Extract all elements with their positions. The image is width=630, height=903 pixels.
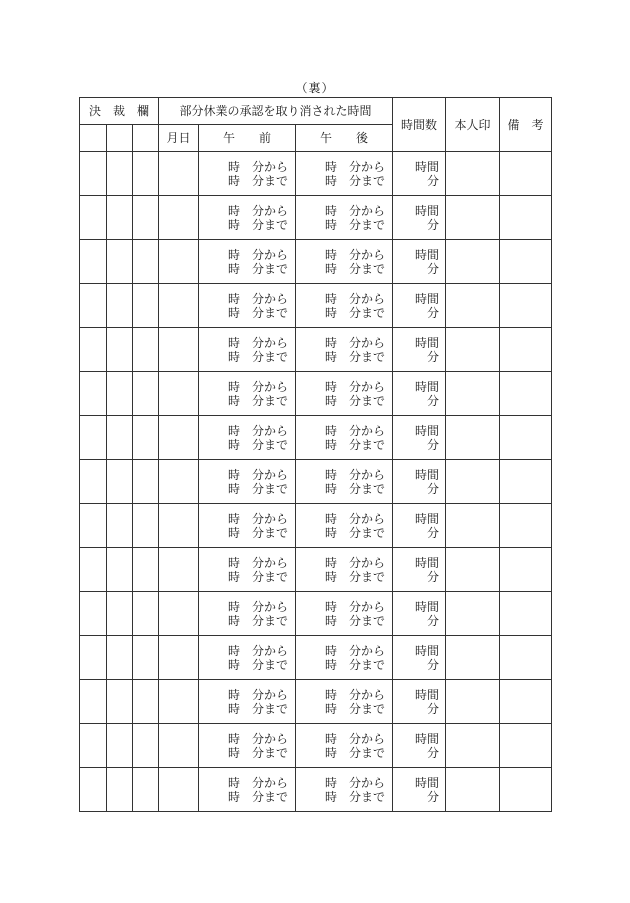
decision-cell[interactable] [107,636,133,680]
am-time-cell[interactable] [199,328,296,372]
decision-cell[interactable] [107,680,133,724]
month-day-cell[interactable] [159,548,199,592]
pm-from-label: 時 分から [324,687,385,702]
pm-from-label: 時 分から [324,599,385,614]
hours-cell[interactable] [393,548,446,592]
decision-cell[interactable] [80,152,107,196]
pm-until-label: 時 分まで [324,173,385,188]
seal-cell[interactable] [446,768,500,812]
month-day-header: 月日 [159,125,199,152]
minutes-label: 分 [426,613,439,628]
am-time-cell[interactable] [199,152,296,196]
pm-until-label: 時 分まで [324,349,385,364]
decision-cell[interactable] [107,768,133,812]
remarks-cell[interactable] [500,240,552,284]
am-time-cell[interactable] [199,196,296,240]
month-day-cell[interactable] [159,196,199,240]
decision-cell[interactable] [133,416,159,460]
table-row [80,460,552,504]
am-from-label: 時 分から [227,159,288,174]
seal-cell[interactable] [446,460,500,504]
minutes-label: 分 [426,305,439,320]
minutes-label: 分 [426,789,439,804]
pm-until-label: 時 分まで [324,261,385,276]
pm-until-label: 時 分まで [324,217,385,232]
am-until-label: 時 分まで [227,217,288,232]
am-from-label: 時 分から [227,599,288,614]
month-day-cell[interactable] [159,416,199,460]
remarks-cell[interactable] [500,548,552,592]
decision-cell[interactable] [80,592,107,636]
pm-from-label: 時 分から [324,291,385,306]
am-from-label: 時 分から [227,335,288,350]
table-row [80,680,552,724]
pm-until-label: 時 分まで [324,305,385,320]
minutes-label: 分 [426,745,439,760]
decision-cell[interactable] [107,460,133,504]
hours-cell[interactable] [393,372,446,416]
am-time-cell[interactable] [199,636,296,680]
decision-cell[interactable] [133,372,159,416]
pm-time-cell[interactable] [296,680,393,724]
am-time-cell[interactable] [199,724,296,768]
am-time-cell[interactable] [199,504,296,548]
month-day-cell[interactable] [159,328,199,372]
decision-cell[interactable] [80,768,107,812]
pm-time-cell[interactable] [296,240,393,284]
minutes-label: 分 [426,349,439,364]
hours-cell[interactable] [393,504,446,548]
minutes-label: 分 [426,217,439,232]
table-row [80,284,552,328]
am-from-label: 時 分から [227,467,288,482]
table-row [80,592,552,636]
table-row [80,152,552,196]
decision-cell[interactable] [107,416,133,460]
pm-from-label: 時 分から [324,775,385,790]
am-until-label: 時 分まで [227,569,288,584]
decision-cell[interactable] [80,240,107,284]
remarks-cell[interactable] [500,416,552,460]
table-row [80,372,552,416]
decision-cell[interactable] [133,592,159,636]
table-row [80,328,552,372]
hours-cell[interactable] [393,592,446,636]
seal-cell[interactable] [446,152,500,196]
minutes-label: 分 [426,173,439,188]
minutes-label: 分 [426,569,439,584]
table-row [80,504,552,548]
header-row-1 [80,98,552,125]
am-until-label: 時 分まで [227,393,288,408]
decision-cell[interactable] [107,196,133,240]
decision-cell[interactable] [80,504,107,548]
seal-cell[interactable] [446,240,500,284]
decision-cell[interactable] [133,328,159,372]
am-until-label: 時 分まで [227,261,288,276]
seal-cell[interactable] [446,504,500,548]
pm-until-label: 時 分まで [324,481,385,496]
am-time-cell[interactable] [199,592,296,636]
decision-cell[interactable] [80,680,107,724]
am-from-label: 時 分から [227,291,288,306]
decision-cell[interactable] [80,724,107,768]
pm-from-label: 時 分から [324,423,385,438]
pm-from-label: 時 分から [324,731,385,746]
hours-cell[interactable] [393,724,446,768]
remarks-cell[interactable] [500,460,552,504]
seal-header: 本人印 [446,98,500,152]
decision-cell[interactable] [107,240,133,284]
am-until-label: 時 分まで [227,481,288,496]
decision-column-header: 決 裁 欄 [80,98,159,125]
remarks-cell[interactable] [500,196,552,240]
am-time-cell[interactable] [199,372,296,416]
hours-label: 時間 [414,247,439,262]
decision-cell-1[interactable] [80,125,107,152]
am-until-label: 時 分まで [227,613,288,628]
pm-until-label: 時 分まで [324,701,385,716]
am-until-label: 時 分まで [227,789,288,804]
hours-cell[interactable] [393,284,446,328]
pm-from-label: 時 分から [324,379,385,394]
minutes-label: 分 [426,657,439,672]
remarks-cell[interactable] [500,592,552,636]
minutes-label: 分 [426,437,439,452]
decision-cell[interactable] [133,724,159,768]
am-time-cell[interactable] [199,548,296,592]
remarks-cell[interactable] [500,724,552,768]
am-until-label: 時 分まで [227,305,288,320]
am-from-label: 時 分から [227,203,288,218]
month-day-cell[interactable] [159,152,199,196]
remarks-cell[interactable] [500,636,552,680]
hours-label: 時間 [414,379,439,394]
decision-cell[interactable] [80,416,107,460]
decision-cell[interactable] [107,548,133,592]
hours-cell[interactable] [393,680,446,724]
month-day-cell[interactable] [159,284,199,328]
pm-from-label: 時 分から [324,335,385,350]
decision-cell[interactable] [133,636,159,680]
decision-cell[interactable] [107,284,133,328]
hours-label: 時間 [414,511,439,526]
decision-cell[interactable] [107,152,133,196]
pm-time-cell[interactable] [296,636,393,680]
am-until-label: 時 分まで [227,657,288,672]
decision-cell-3[interactable] [133,125,159,152]
hours-cell[interactable] [393,240,446,284]
decision-cell[interactable] [80,196,107,240]
hours-label: 時間 [414,335,439,350]
remarks-cell[interactable] [500,152,552,196]
remarks-cell[interactable] [500,284,552,328]
remarks-cell[interactable] [500,372,552,416]
month-day-cell[interactable] [159,680,199,724]
am-time-cell[interactable] [199,240,296,284]
hours-cell[interactable] [393,768,446,812]
decision-cell[interactable] [80,284,107,328]
hours-label: 時間 [414,291,439,306]
pm-until-label: 時 分まで [324,437,385,452]
decision-cell[interactable] [133,680,159,724]
decision-cell[interactable] [133,196,159,240]
am-from-label: 時 分から [227,687,288,702]
table-row [80,240,552,284]
seal-cell[interactable] [446,196,500,240]
table-row [80,548,552,592]
am-until-label: 時 分まで [227,701,288,716]
table-row [80,636,552,680]
remarks-cell[interactable] [500,768,552,812]
page-title: （裏） [295,81,335,95]
hours-label: 時間 [414,159,439,174]
decision-cell[interactable] [107,504,133,548]
seal-cell[interactable] [446,636,500,680]
am-from-label: 時 分から [227,775,288,790]
decision-cell[interactable] [80,328,107,372]
am-time-cell[interactable] [199,460,296,504]
am-until-label: 時 分まで [227,437,288,452]
am-header: 午 前 [199,125,296,152]
table-row [80,416,552,460]
am-time-cell[interactable] [199,768,296,812]
decision-cell[interactable] [80,372,107,416]
pm-until-label: 時 分まで [324,657,385,672]
hours-label: 時間 [414,775,439,790]
pm-time-cell[interactable] [296,196,393,240]
pm-time-cell[interactable] [296,504,393,548]
pm-until-label: 時 分まで [324,789,385,804]
pm-until-label: 時 分まで [324,393,385,408]
month-day-cell[interactable] [159,768,199,812]
am-from-label: 時 分から [227,731,288,746]
am-from-label: 時 分から [227,423,288,438]
am-until-label: 時 分まで [227,525,288,540]
hours-cell[interactable] [393,416,446,460]
seal-cell[interactable] [446,592,500,636]
pm-until-label: 時 分まで [324,613,385,628]
am-from-label: 時 分から [227,247,288,262]
pm-from-label: 時 分から [324,159,385,174]
am-time-cell[interactable] [199,680,296,724]
hours-cell[interactable] [393,328,446,372]
decision-cell[interactable] [133,548,159,592]
pm-time-cell[interactable] [296,372,393,416]
pm-time-cell[interactable] [296,768,393,812]
am-time-cell[interactable] [199,284,296,328]
month-day-cell[interactable] [159,460,199,504]
decision-cell[interactable] [133,460,159,504]
seal-cell[interactable] [446,284,500,328]
pm-until-label: 時 分まで [324,745,385,760]
pm-time-cell[interactable] [296,548,393,592]
decision-cell[interactable] [107,592,133,636]
month-day-cell[interactable] [159,372,199,416]
seal-cell[interactable] [446,680,500,724]
pm-until-label: 時 分まで [324,525,385,540]
minutes-label: 分 [426,525,439,540]
decision-cell[interactable] [133,240,159,284]
seal-cell[interactable] [446,328,500,372]
minutes-label: 分 [426,481,439,496]
table-row [80,724,552,768]
pm-time-cell[interactable] [296,328,393,372]
am-until-label: 時 分まで [227,349,288,364]
remarks-header: 備 考 [500,98,552,152]
pm-until-label: 時 分まで [324,569,385,584]
decision-cell[interactable] [80,548,107,592]
pm-from-label: 時 分から [324,555,385,570]
am-time-cell[interactable] [199,416,296,460]
hours-label: 時間 [414,467,439,482]
pm-header: 午 後 [296,125,393,152]
month-day-cell[interactable] [159,724,199,768]
hours-header: 時間数 [393,98,446,152]
month-day-cell[interactable] [159,592,199,636]
minutes-label: 分 [426,701,439,716]
am-from-label: 時 分から [227,555,288,570]
am-from-label: 時 分から [227,643,288,658]
decision-cell[interactable] [107,724,133,768]
hours-label: 時間 [414,599,439,614]
decision-cell[interactable] [80,636,107,680]
hours-label: 時間 [414,687,439,702]
seal-cell[interactable] [446,548,500,592]
cancelled-time-header: 部分休業の承認を取り消された時間 [159,98,393,125]
decision-cell[interactable] [107,328,133,372]
minutes-label: 分 [426,261,439,276]
table-row [80,768,552,812]
am-from-label: 時 分から [227,511,288,526]
decision-cell[interactable] [133,504,159,548]
pm-time-cell[interactable] [296,592,393,636]
seal-cell[interactable] [446,416,500,460]
minutes-label: 分 [426,393,439,408]
decision-cell[interactable] [133,152,159,196]
decision-cell[interactable] [80,460,107,504]
hours-cell[interactable] [393,152,446,196]
table-row [80,196,552,240]
decision-cell[interactable] [133,284,159,328]
am-until-label: 時 分まで [227,745,288,760]
hours-cell[interactable] [393,636,446,680]
pm-from-label: 時 分から [324,643,385,658]
am-from-label: 時 分から [227,379,288,394]
remarks-cell[interactable] [500,504,552,548]
pm-time-cell[interactable] [296,416,393,460]
pm-time-cell[interactable] [296,284,393,328]
month-day-cell[interactable] [159,504,199,548]
hours-label: 時間 [414,643,439,658]
hours-label: 時間 [414,555,439,570]
hours-cell[interactable] [393,196,446,240]
seal-cell[interactable] [446,724,500,768]
seal-cell[interactable] [446,372,500,416]
pm-from-label: 時 分から [324,511,385,526]
remarks-cell[interactable] [500,328,552,372]
hours-label: 時間 [414,423,439,438]
month-day-cell[interactable] [159,636,199,680]
pm-from-label: 時 分から [324,247,385,262]
hours-cell[interactable] [393,460,446,504]
pm-time-cell[interactable] [296,152,393,196]
pm-time-cell[interactable] [296,460,393,504]
partial-leave-cancellation-table [79,97,552,812]
pm-from-label: 時 分から [324,467,385,482]
hours-label: 時間 [414,731,439,746]
decision-cell-2[interactable] [107,125,133,152]
decision-cell[interactable] [133,768,159,812]
am-until-label: 時 分まで [227,173,288,188]
pm-from-label: 時 分から [324,203,385,218]
hours-label: 時間 [414,203,439,218]
decision-cell[interactable] [107,372,133,416]
pm-time-cell[interactable] [296,724,393,768]
remarks-cell[interactable] [500,680,552,724]
month-day-cell[interactable] [159,240,199,284]
